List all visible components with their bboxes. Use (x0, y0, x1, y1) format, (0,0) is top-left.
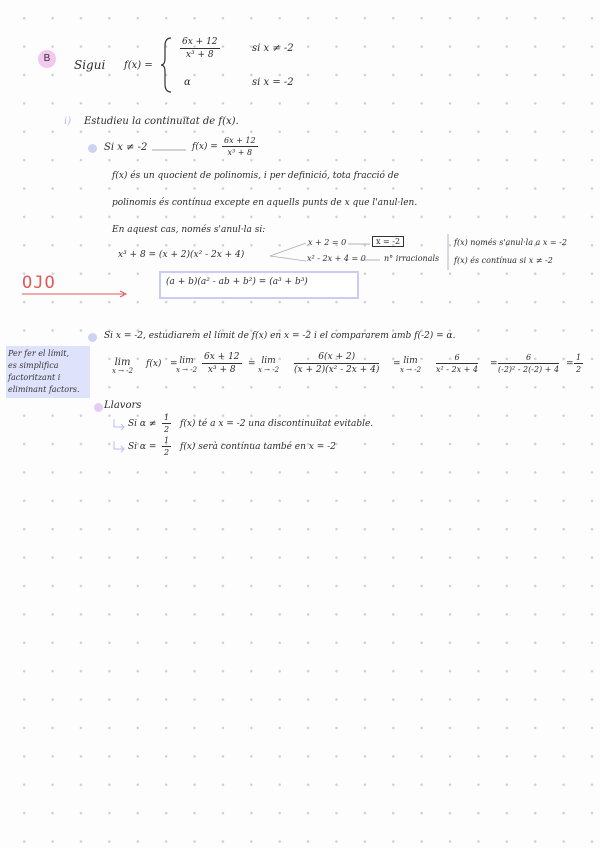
case2-condition: si x = -2 (252, 77, 294, 88)
corner-arrow-icon (112, 440, 126, 454)
limit-4 (400, 357, 421, 375)
lim-subscript: x → -2 (112, 367, 134, 375)
arrow-icon (348, 242, 372, 246)
arrow-icon (152, 148, 188, 152)
root1-equation: x + 2 = 0 (308, 238, 347, 247)
side-note-line: factoritzant i (8, 373, 61, 382)
equals-sign: = (490, 359, 498, 369)
case-a-line1: f(x) és un quocient de polinomis, i per definició, tota fracció de (112, 171, 399, 181)
case1-half (162, 413, 171, 434)
fraction-denominator: x² - 2x + 4 (436, 365, 478, 374)
limit-fraction-2 (294, 352, 379, 375)
arrow-icon (360, 258, 382, 262)
case1-text: f(x) té a x = -2 una discontinuïtat evitable. (180, 419, 374, 429)
case-a-fraction (222, 136, 258, 157)
part-title: Estudieu la continuïtat de f(x). (84, 116, 239, 127)
case-a-line3: En aquest cas, només s'anul·la si: (112, 225, 266, 235)
lim-subscript: x → -2 (258, 365, 280, 374)
lim-word: lim (179, 356, 194, 366)
case-a-denominator: x³ + 8 (227, 148, 253, 157)
fraction-numerator: 6(x + 2) (294, 352, 379, 364)
case2-text: f(x) serà contínua també en x = -2 (180, 442, 336, 452)
conclusion-2: f(x) és contínua si x ≠ -2 (454, 256, 553, 265)
lim-word: lim (114, 357, 131, 368)
llavors-title: Llavors (104, 400, 142, 411)
equals-sign: = (566, 359, 574, 369)
fraction-denominator: (x + 2)(x² - 2x + 4) (294, 365, 380, 375)
exercise-badge: B (38, 50, 56, 68)
fraction-denominator: 2 (164, 425, 170, 434)
limit-1 (112, 357, 133, 376)
limit-fraction-5 (574, 353, 583, 374)
case-b-line: Si x = -2, estudiarem el límit de f(x) en x = -2 i el compararem amb f(-2) = α. (104, 331, 456, 341)
fraction-numerator: 1 (164, 436, 170, 445)
fraction-denominator: (-2)² - 2(-2) + 4 (498, 365, 560, 374)
side-note (6, 346, 90, 398)
factorization: x³ + 8 = (x + 2)(x² - 2x + 4) (118, 250, 245, 260)
fraction-denominator: 2 (164, 448, 170, 457)
fraction-numerator: 1 (576, 353, 582, 362)
side-note-line: eliminant factors. (8, 385, 80, 394)
root1-solution: x = -2 (372, 236, 404, 247)
case1-denominator: x³ + 8 (185, 50, 214, 60)
case-a-condition: Si x ≠ -2 (104, 142, 148, 153)
case-a-line2: polinomis és contínua excepte en aquells punts de x que l'anul·len. (112, 198, 418, 208)
fraction-numerator: 6 (436, 353, 478, 364)
limit-3 (258, 357, 279, 375)
case2-half (162, 436, 171, 457)
case1-numerator: 6x + 12 (182, 37, 218, 47)
limit-fraction-4 (498, 353, 559, 374)
bullet-icon (94, 403, 103, 412)
equals-sign: = (393, 359, 401, 369)
lim-word: lim (403, 356, 418, 366)
ojo-arrow-icon (20, 289, 130, 299)
limit-fraction-1 (202, 352, 242, 375)
side-note-line: es simplifica (8, 361, 59, 370)
case2-value: α (184, 77, 191, 88)
limit-2 (176, 357, 197, 375)
case2-prefix: Si α = (128, 442, 157, 452)
ojo-note: OJO (22, 273, 56, 293)
side-note-line: Per fer el límit, (8, 349, 70, 358)
case1-prefix: Si α ≠ (128, 419, 157, 429)
bracket-icon (444, 232, 452, 272)
fraction-numerator: 6x + 12 (204, 352, 240, 362)
fraction-denominator: x³ + 8 (207, 365, 236, 375)
conclusion-1: f(x) només s'anul·la a x = -2 (454, 238, 567, 247)
bullet-icon (88, 144, 97, 153)
fraction-numerator: 6 (498, 353, 559, 364)
case1-condition: si x ≠ -2 (252, 43, 294, 54)
fraction-numerator: 1 (164, 413, 170, 422)
bullet-icon (88, 333, 97, 342)
corner-arrow-icon (112, 418, 126, 432)
split-arrows-icon (268, 240, 308, 264)
piecewise-brace (160, 36, 174, 94)
equals-sign: = (170, 359, 178, 369)
root2-solution: n° irracionals (384, 254, 440, 263)
fx-label: f(x) = (124, 60, 153, 71)
lim-subscript: x → -2 (400, 365, 422, 374)
part-marker: i) (64, 116, 72, 127)
fraction-denominator: 2 (576, 365, 582, 374)
case1-fraction (180, 37, 220, 60)
root2-equation: x² - 2x + 4 = 0 (307, 254, 366, 263)
lim-word: lim (261, 356, 276, 366)
equals-sign: = (248, 359, 256, 369)
limit-fraction-3 (436, 353, 478, 374)
lim-subscript: x → -2 (176, 365, 198, 374)
case-a-fx: f(x) = (192, 142, 218, 152)
sigui-label: Sigui (74, 58, 106, 72)
limit-fx: f(x) (146, 359, 162, 369)
case-a-numerator: 6x + 12 (224, 136, 256, 145)
identity-formula: (a + b)(a² - ab + b²) = (a³ + b³) (166, 277, 308, 287)
